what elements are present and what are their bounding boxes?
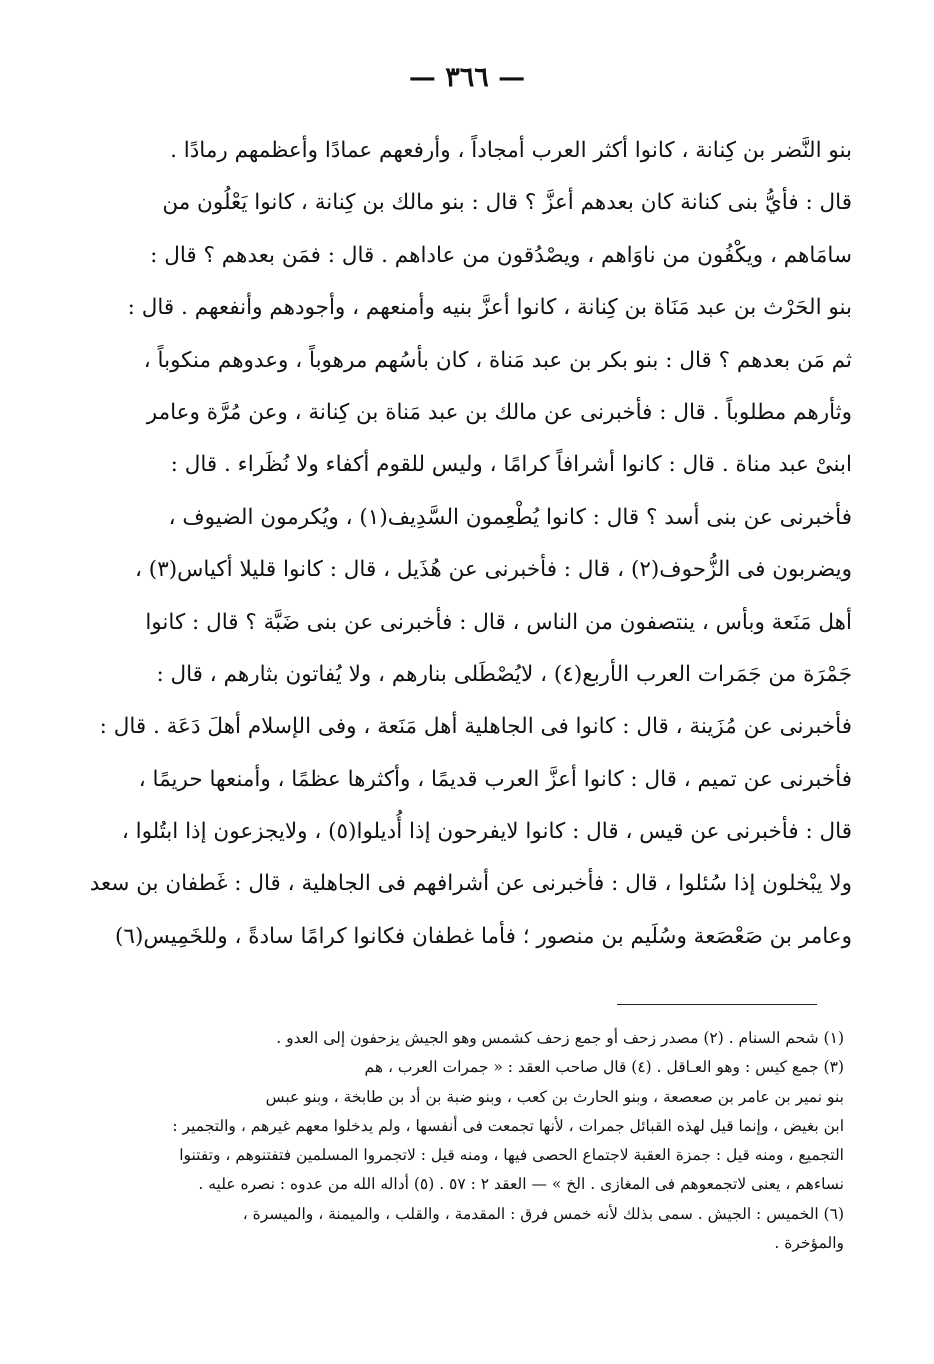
- body-line: فأخبرنى عن بنى أسد ؟ قال : كانوا يُطْعِمون السَّدِيف(١) ، ويُكرمون الضيوف ،: [168, 504, 852, 530]
- body-line: فأخبرنى عن تميم ، قال : كانوا أعزَّ العرب قديمًا ، وأكثرها عظمًا ، وأمنعها حريمًا ،: [138, 766, 852, 792]
- footnote-divider: [617, 1004, 817, 1005]
- footnote-line: بنو نمير بن عامر بن صعصعة ، وبنو الحارث بن كعب ، وبنو ضبة بن أد بن طابخة ، وبنو عبس: [265, 1087, 844, 1106]
- footnote-line: نساءهم ، يعنى لاتجمعوهم فى المغازى . الخ » — العقد ٢ : ٥٧ . (٥) أداله الله من عدوه : نصره عليه .: [198, 1175, 844, 1194]
- body-line: ابنىْ عبد مناة . قال : كانوا أشرافاً كرامًا ، وليس للقوم أكفاء ولا نُظَراء . قال :: [170, 452, 852, 478]
- body-line: وعامر بن صَعْصَعة وسُلَيم بن منصور ؛ فأما غطفان فكانوا كرامًا سادةً ، وللخَمِيس(٦): [115, 923, 852, 949]
- body-line: أهل مَنَعة وبأس ، ينتصفون من الناس ، قال : فأخبرنى عن بنى ضَبَّة ؟ قال : كانوا: [145, 609, 852, 635]
- footnote-line: (١) شحم السنام . (٢) مصدر زحف أو جمع زحف كشمس وهو الجيش يزحفون إلى العدو .: [276, 1029, 844, 1047]
- body-line: وثأرهم مطلوباً . قال : فأخبرنى عن مالك بن عبد مَناة بن كِنانة ، وعن مُرَّة وعامر: [146, 399, 852, 425]
- footnote-line: ابن بغيض ، وإنما قيل لهذه القبائل جمرات ، لأنها تجمعت فى أنفسها ، ولم يدخلوا معهم غيرهم ، والتجمير :: [172, 1116, 844, 1135]
- body-line: جَمْرَة من جَمَرات العرب الأربع(٤) ، لايُصْطَلى بنارهم ، ولا يُفاتون بثارهم ، قال :: [156, 661, 852, 687]
- page-number: — ٣٦٦ —: [408, 62, 526, 93]
- footnote-line: التجميع ، ومنه قيل : جمزة العقبة لاجتماع الحصى فيها ، ومنه قيل : لاتجمروا المسلمين فتفتنوهم ، وتفتنوا: [179, 1146, 844, 1165]
- body-line: قال : فأخبرنى عن قيس ، قال : كانوا لايفرحون إذا أُديلوا(٥) ، ولايجزعون إذا ابتُلوا ،: [121, 819, 852, 845]
- body-line: قال : فأيُّ بنى كنانة كان بعدهم أعزَّ ؟ قال : بنو مالك بن كِنانة ، كانوا يَعْلُون من: [162, 190, 852, 216]
- body-line: ويضربون فى الزُّحوف(٢) ، قال : فأخبرنى عن هُذَيل ، قال : كانوا قليلا أكياس(٣) ،: [135, 557, 852, 583]
- body-text: [72, 125, 852, 963]
- body-line: ولا يبْخلون إذا سُئلوا ، قال : فأخبرنى عن أشرافهم فى الجاهلية ، قال : غَطفان بن سعد: [89, 871, 852, 897]
- footnote-line: (٦) الخميس : الجيش . سمى بذلك لأنه خمس فرق : المقدمة ، والقلب ، والميمنة ، والميسرة ،: [242, 1204, 844, 1223]
- footnotes: [69, 1024, 844, 1258]
- body-line: بنو النَّضر بن كِنانة ، كانوا أكثر العرب أمجاداً ، وأرفعهم عمادًا وأعظمهم رمادًا .: [170, 138, 852, 163]
- body-line: ثم مَن بعدهم ؟ قال : بنو بكر بن عبد مَناة ، كان بأسُهم مرهوباً ، وعدوهم منكوباً ،: [143, 347, 852, 373]
- body-line: سامَاهم ، ويكْفُون من ناوَاهم ، ويصْدُقون من عاداهم . قال : فمَن بعدهم ؟ قال :: [150, 242, 852, 268]
- body-line: بنو الحَرْث بن عبد مَنَاة بن كِنانة ، كانوا أعزَّ بنيه وأمنعهم ، وأجودهم وأنفعهم . قال :: [127, 295, 852, 321]
- footnote-line: والمؤخرة .: [774, 1234, 844, 1253]
- body-line: فأخبرنى عن مُزَينة ، قال : كانوا فى الجاهلية أهل مَنَعة ، وفى الإسلام أهلَ دَعَة . قال :: [99, 714, 852, 740]
- footnote-line: (٣) جمع كيس : وهو العـاقل . (٤) قال صاحب العقد : « جمرات العرب ، هم: [364, 1058, 844, 1077]
